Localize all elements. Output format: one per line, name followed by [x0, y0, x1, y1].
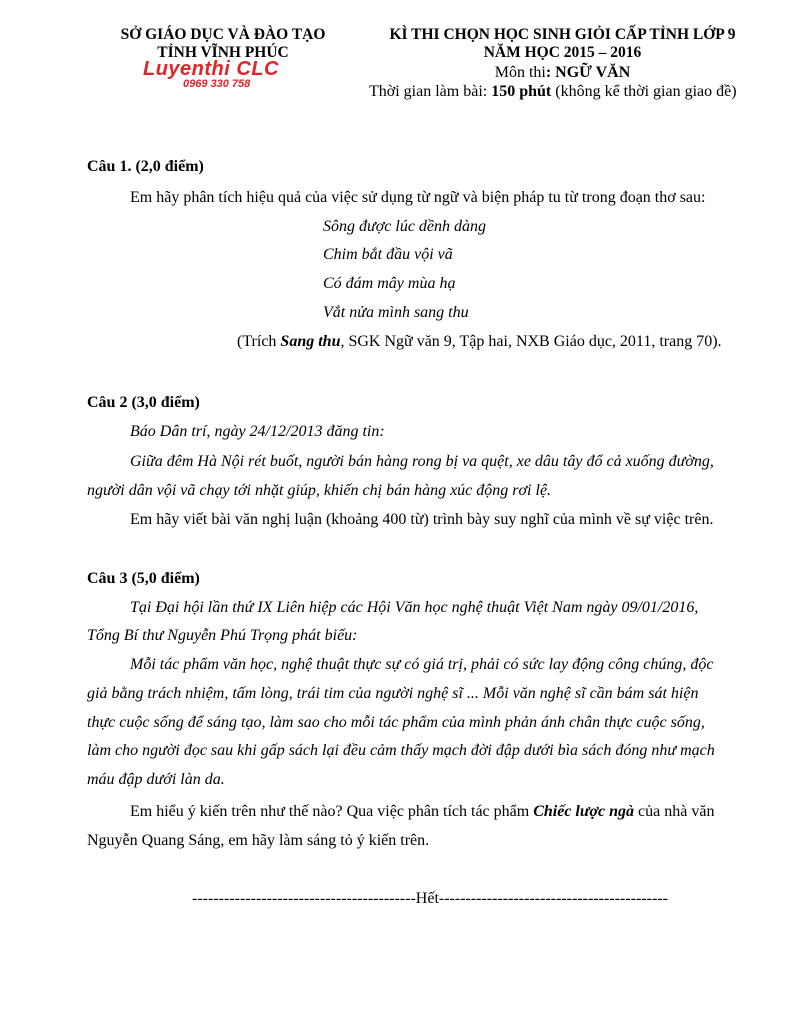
question-1-prompt: Em hãy phân tích hiệu quả của việc sử dụng từ ngữ và biện pháp tu từ trong đoạn thơ sau:	[130, 189, 706, 206]
subject-value: : NGỮ VĂN	[545, 64, 631, 81]
question-1-title: Câu 1. (2,0 điểm)	[87, 158, 204, 175]
question-3-context-cont: Tổng Bí thư Nguyễn Phú Trọng phát biểu:	[87, 627, 358, 644]
end-of-exam-mark: ------------------------------------------Hết-------------------------------------------	[192, 890, 668, 907]
task-work: Chiếc lược ngà	[533, 803, 635, 820]
time-note: (không kể thời gian giao đề)	[551, 83, 737, 100]
question-2-story: Giữa đêm Hà Nội rét buốt, người bán hàng rong bị va quệt, xe dâu tây đổ cả xuống đường,	[130, 453, 714, 470]
citation-work: Sang thu	[280, 333, 341, 350]
question-3-title: Câu 3 (5,0 điểm)	[87, 570, 200, 587]
task-part-2: của nhà văn	[634, 803, 715, 820]
watermark-logo-phone: 0969 330 758	[183, 78, 251, 90]
exam-title: KÌ THI CHỌN HỌC SINH GIỎI CẤP TỈNH LỚP 9	[389, 26, 736, 43]
watermark-logo-name: Luyenthi CLC	[143, 58, 279, 80]
poem-line: Chim bắt đầu vội vã	[323, 246, 453, 263]
question-3-quote-cont: máu đập dưới làn da.	[87, 771, 225, 788]
question-2-source: Báo Dân trí, ngày 24/12/2013 đăng tin:	[130, 423, 385, 440]
question-1-citation	[237, 333, 722, 351]
province-name: TỈNH VĨNH PHÚC	[157, 44, 289, 61]
poem-line: Có đám mây mùa hạ	[323, 275, 456, 292]
question-2-title: Câu 2 (3,0 điểm)	[87, 394, 200, 411]
question-3-task	[130, 803, 714, 821]
question-2-task: Em hãy viết bài văn nghị luận (khoảng 400 từ) trình bày suy nghĩ của mình về sự việc trên.	[130, 511, 714, 528]
subject-label: Môn thi	[494, 64, 546, 81]
poem-line: Vắt nửa mình sang thu	[323, 304, 469, 321]
question-3-quote-cont: thực cuộc sống để sáng tạo, làm sao cho mỗi tác phẩm của mình phản ánh chân thực cuộc sống,	[87, 714, 705, 731]
subject-line	[365, 64, 760, 82]
poem-line: Sông được lúc dềnh dàng	[323, 218, 487, 235]
question-3-task-cont: Nguyễn Quang Sáng, em hãy làm sáng tỏ ý kiến trên.	[87, 832, 430, 849]
question-3-quote-cont: làm cho người đọc sau khi gấp sách lại đều cảm thấy mạch đời đập dưới bìa sách đóng như mạch	[87, 742, 715, 759]
question-3-quote: Mỗi tác phẩm văn học, nghệ thuật thực sự có giá trị, phải có sức lay động công chúng, độc	[130, 656, 714, 673]
time-label: Thời gian làm bài:	[369, 83, 492, 100]
question-3-context: Tại Đại hội lần thứ IX Liên hiệp các Hội Văn học nghệ thuật Việt Nam ngày 09/01/2016,	[130, 599, 699, 616]
question-2-story-cont: người dân vội vã chạy tới nhặt giúp, khiến chị bán hàng xúc động rơi lệ.	[87, 482, 552, 499]
citation-rest: , SGK Ngữ văn 9, Tập hai, NXB Giáo dục, 2011, trang 70).	[340, 333, 722, 350]
question-3-quote-cont: giả bằng trách nhiệm, tấm lòng, trái tim của người nghệ sĩ ... Mỗi văn nghệ sĩ cần bám sát hiện	[87, 685, 699, 702]
time-line	[369, 83, 737, 101]
citation-open: (Trích	[237, 333, 281, 350]
time-value: 150 phút	[491, 83, 552, 100]
school-year: NĂM HỌC 2015 – 2016	[483, 44, 642, 61]
task-part-1: Em hiểu ý kiến trên như thế nào? Qua việc phân tích tác phẩm	[130, 803, 534, 820]
department-name: SỞ GIÁO DỤC VÀ ĐÀO TẠO	[120, 26, 326, 43]
